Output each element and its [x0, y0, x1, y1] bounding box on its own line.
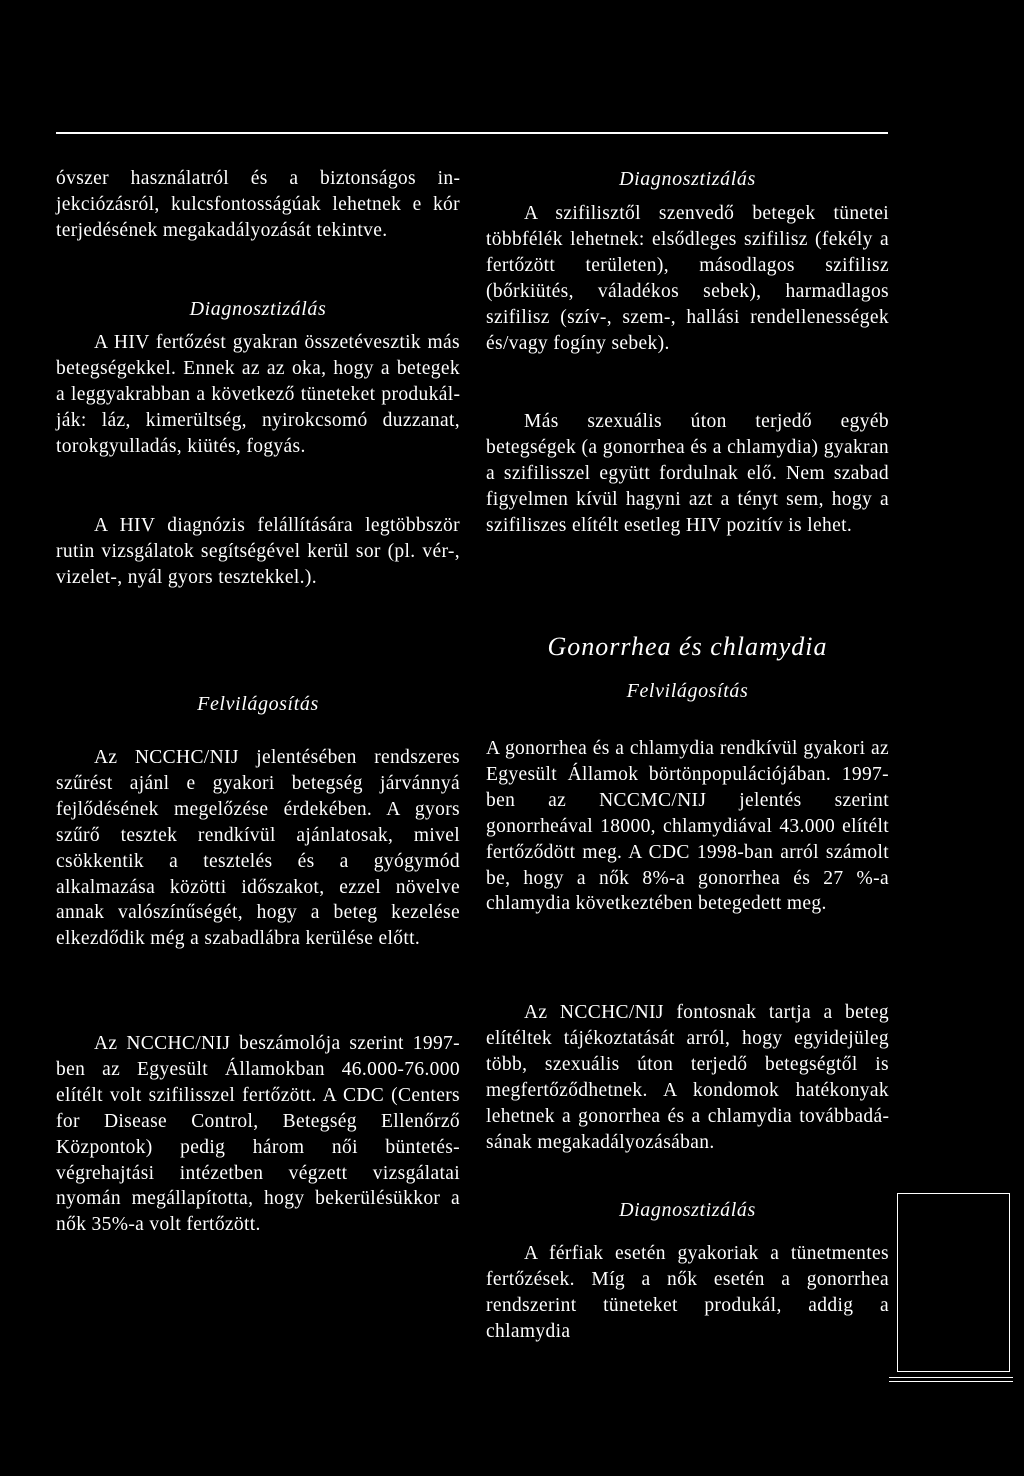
section-heading: Diagnosztizálás — [619, 168, 756, 190]
paragraph: Az NCCHC/NIJ beszámolója szerint 1997-ben az Egyesült Államokban 46.000-76.000 elítélt volt szifilisszel fertőzött. A CDC (Centers for Disease Control, Betegség Ellenőrző Központok) pedig három női büntetés-végrehajtási intézetben végzett vizsgálatai nyomán megállapította, hogy bekerülésükkor a nők 35%-a volt fertőzött. — [56, 1033, 460, 1236]
paragraph: Az NCCHC/NIJ jelentésében rendszeres szűrést ajánl e gyakori betegség járvánnyá fejlődésének megelőzése érdekében. A gyors szűrő tesztek rendkívül ajánlatosak, mivel csökkentik a tesztelés és a gyógymód alkalmazása közötti időszakot, ezzel növelve annak valószínűségét, hogy a beteg kezelése elkezdődik még a szabadlábra kerülése előtt. — [56, 747, 460, 950]
paragraph: A férfiak esetén gyakoriak a tünetmentes fertőzések. Míg a nők esetén a gonorrhea rendszerint tüneteket produkál, addig a chlamydia — [486, 1243, 889, 1342]
paragraph: A szifilisztől szenvedő betegek tünetei többfélék lehetnek: elsődleges szifilisz (fekély a fertőzött területen), másodlagos szifilisz (bőrkiütés, váladékos sebek), harmadlagos szifilisz (szív-, szem-, hallási rendellenességek és/vagy fogíny sebek). — [486, 203, 889, 354]
paragraph: A HIV fertőzést gyakran összetévesztik más betegségekkel. Ennek az az oka, hogy a betegek a leggyakrabban a következő tüneteket produkálják: láz, kimerültség, nyirokcsomó duzzanat, torokgyulladás, kiütés, fogyás. — [56, 332, 460, 457]
right-column — [486, 166, 889, 1345]
paragraph: óvszer használatról és a biztonságos injekciózásról, kulcsfontosságúak lehetnek e kór terjedésének megakadályozását tekintve. — [56, 168, 460, 241]
section-heading: Diagnosztizálás — [189, 298, 327, 320]
paragraph: Az NCCHC/NIJ fontosnak tartja a beteg elítéltek tájékoztatását arról, hogy egyidejüleg több, szexuális úton terjedő betegségtől is megfertőződhetnek. A kondomok hatékonyak lehetnek a gonorrhea és a chlamydia továbbadásának megakadályozásában. — [486, 1002, 889, 1153]
section-heading: Diagnosztizálás — [619, 1199, 756, 1221]
header-rule — [56, 132, 888, 134]
section-heading: Felvilágosítás — [626, 680, 749, 702]
chapter-title: Gonorrhea és chlamydia — [547, 632, 828, 661]
paragraph: A gonorrhea és a chlamydia rendkívül gyakori az Egyesült Államok börtönpopulációjában. 1997-ben az NCCMC/NIJ jelentés szerint gonorrheával 18000, chlamydiával 43.000 elítélt fertőződött meg. A CDC 1998-ban arról számolt be, hogy a nők 8%-a gonorrhea és 27 %-a chlamydia következtében betegedett meg. — [486, 738, 889, 915]
paragraph: Más szexuális úton terjedő egyéb betegségek (a gonorrhea és a chlamydia) gyakran a szifilisszel együtt fordulnak elő. Nem szabad figyelmen kívül hagyni azt a tényt sem, hogy a szifiliszes elítélt esetleg HIV pozitív is lehet. — [486, 411, 889, 536]
paragraph: A HIV diagnózis felállítására legtöbbször rutin vizsgálatok segítségével kerül sor (pl. vér-, vizelet-, nyál gyors tesztekkel.). — [56, 515, 460, 588]
margin-box-rule — [889, 1377, 1013, 1382]
section-heading: Felvilágosítás — [197, 693, 319, 715]
left-column — [56, 166, 460, 1238]
margin-box — [897, 1193, 1010, 1372]
